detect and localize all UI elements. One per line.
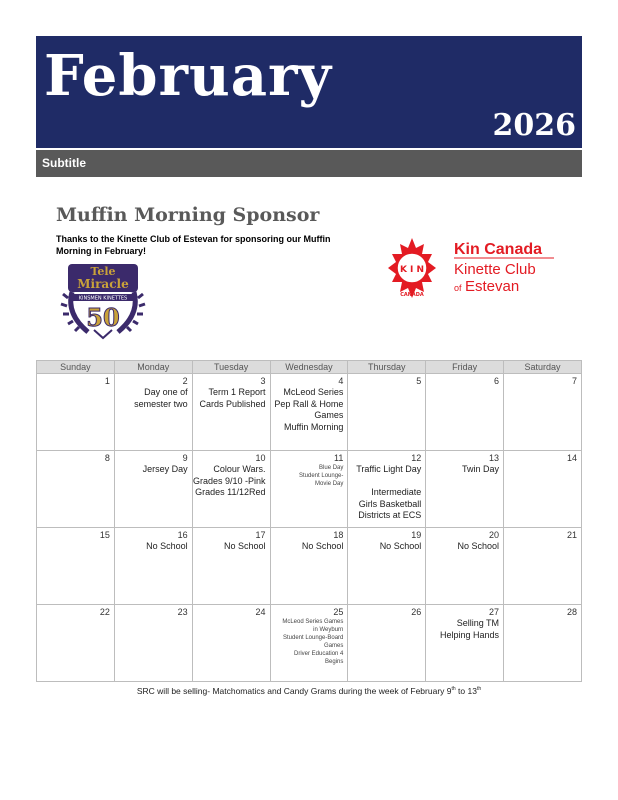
day-header-friday: Friday — [426, 361, 504, 374]
calendar-day-cell[interactable] — [270, 374, 348, 451]
calendar-day-cell[interactable] — [348, 528, 426, 605]
event-text: in Weyburn — [313, 627, 344, 633]
footer-sup2: th — [476, 686, 482, 693]
sponsor-text: Thanks to the Kinette Club of Estevan for sponsoring our Muffin Morning in February! — [56, 234, 331, 256]
telemiracle-line2: Miracle — [77, 277, 129, 291]
day-number: 10 — [255, 453, 266, 463]
event-text: Traffic Light Day — [356, 464, 422, 474]
day-number: 19 — [411, 530, 422, 540]
telemiracle-number: 50 — [86, 303, 120, 332]
year-label: 2026 — [492, 108, 576, 143]
calendar-day-cell[interactable] — [37, 451, 115, 528]
calendar-day-cell[interactable] — [504, 605, 582, 682]
event-text: Grades 11/12Red — [195, 487, 266, 497]
day-number: 11 — [334, 453, 344, 463]
event-text: McLeod Series — [283, 387, 344, 397]
event-text: Games — [314, 410, 344, 420]
footer-text-prefix: SRC will be selling- Matchomatics and Candy Grams during the week of February 9 — [136, 686, 452, 696]
day-number: 25 — [333, 607, 344, 617]
day-header-thursday: Thursday — [348, 361, 426, 374]
event-text: Driver Education 4 — [294, 651, 344, 657]
sponsor-title: Muffin Morning Sponsor — [56, 204, 320, 226]
event-text: Blue Day — [319, 465, 344, 471]
kin-emblem-letters: K I N — [399, 265, 425, 275]
day-number: 18 — [333, 530, 344, 540]
day-number: 9 — [182, 453, 188, 463]
event-text: Grades 9/10 -Pink — [192, 475, 266, 486]
calendar-day-cell[interactable] — [348, 374, 426, 451]
calendar-day-cell[interactable] — [504, 528, 582, 605]
event-text: Helping Hands — [440, 629, 500, 640]
calendar-day-cell[interactable] — [37, 528, 115, 605]
event-text: No School — [224, 541, 266, 551]
calendar-day-cell[interactable] — [270, 528, 348, 605]
kin-club-prefix: of — [454, 283, 462, 293]
kin-club-place: Estevan — [465, 278, 520, 295]
day-number: 5 — [416, 376, 422, 386]
event-text: Student Lounge- — [299, 473, 344, 479]
day-number: 7 — [571, 376, 577, 386]
calendar-day-cell[interactable] — [114, 605, 192, 682]
calendar-week-row — [37, 605, 582, 682]
calendar-day-cell[interactable] — [270, 451, 348, 528]
day-number: 8 — [104, 453, 110, 463]
subtitle-bar — [36, 150, 582, 177]
event-text: Begins — [325, 659, 344, 665]
telemiracle-line1: Tele — [90, 265, 116, 278]
kin-brand-text: Kin Canada — [454, 241, 543, 258]
event-text: No School — [146, 541, 188, 551]
event-text: Day one of — [144, 387, 188, 397]
calendar-day-cell[interactable] — [504, 374, 582, 451]
event-text: Jersey Day — [142, 464, 188, 474]
month-header — [36, 36, 582, 148]
calendar-grid — [36, 360, 582, 682]
day-number: 26 — [411, 607, 422, 617]
day-header-saturday: Saturday — [504, 361, 582, 374]
day-number: 1 — [104, 376, 110, 386]
event-text: Muffin Morning — [284, 421, 344, 432]
calendar-day-cell[interactable] — [426, 374, 504, 451]
telemiracle-ribbon: KINSMEN KINETTES — [78, 295, 128, 302]
calendar-day-cell[interactable] — [426, 528, 504, 605]
day-number: 16 — [177, 530, 188, 540]
calendar-week-row — [37, 451, 582, 528]
day-number: 2 — [182, 376, 188, 386]
footer-sup1: th — [451, 686, 456, 693]
calendar-day-cell[interactable] — [348, 605, 426, 682]
footer-note — [0, 686, 618, 696]
event-text: Selling TM — [456, 618, 500, 628]
event-text: No School — [457, 541, 500, 551]
subtitle-text[interactable]: Subtitle — [42, 156, 86, 170]
calendar-day-cell[interactable] — [192, 451, 270, 528]
calendar-week-row — [37, 528, 582, 605]
day-number: 28 — [566, 607, 577, 617]
calendar-day-cell[interactable] — [192, 605, 270, 682]
event-text: Colour Wars. — [213, 464, 266, 474]
day-number: 12 — [411, 453, 422, 463]
calendar-day-cell[interactable] — [270, 605, 348, 682]
kin-club-line1: Kinette Club — [454, 261, 536, 278]
day-header-wednesday: Wednesday — [270, 361, 348, 374]
day-header-sunday: Sunday — [37, 361, 115, 374]
event-text: No School — [301, 541, 344, 551]
event-text — [348, 476, 425, 488]
day-number: 14 — [566, 453, 577, 463]
calendar-day-cell[interactable] — [426, 451, 504, 528]
day-number: 24 — [255, 607, 266, 617]
calendar-week-row — [37, 374, 582, 451]
event-text: Term 1 Report — [208, 387, 266, 397]
event-text: McLeod Series Games — [282, 619, 344, 625]
day-header-tuesday: Tuesday — [192, 361, 270, 374]
calendar-day-cell[interactable] — [37, 374, 115, 451]
event-text: Girls Basketball — [358, 498, 422, 509]
event-text: Pep Rall & Home — [274, 398, 344, 409]
day-number: 3 — [260, 376, 266, 386]
day-number: 4 — [338, 376, 344, 386]
event-text: Districts at ECS — [358, 510, 422, 520]
calendar-day-cell[interactable] — [37, 605, 115, 682]
calendar-day-cell[interactable] — [504, 451, 582, 528]
event-text: semester two — [134, 398, 188, 409]
calendar-day-cell[interactable] — [114, 374, 192, 451]
event-text: Cards Published — [199, 398, 266, 409]
calendar-header-row — [37, 361, 582, 374]
calendar-day-cell[interactable] — [114, 528, 192, 605]
day-number: 17 — [255, 530, 266, 540]
calendar-day-cell[interactable] — [192, 374, 270, 451]
day-number: 6 — [494, 376, 500, 386]
day-header-monday: Monday — [114, 361, 192, 374]
day-number: 21 — [566, 530, 577, 540]
event-text: Twin Day — [462, 464, 500, 474]
kin-canada-logo — [388, 236, 558, 300]
event-text: Movie Day — [315, 481, 344, 487]
event-text: Intermediate — [371, 487, 422, 497]
day-number: 23 — [177, 607, 188, 617]
day-number: 20 — [489, 530, 500, 540]
event-text: Games — [324, 643, 344, 649]
event-text: Student Lounge-Board — [282, 635, 344, 641]
calendar-day-cell[interactable] — [114, 451, 192, 528]
maple-leaf-emblem-icon — [388, 238, 436, 298]
event-text: No School — [379, 541, 422, 551]
calendar-day-cell[interactable] — [348, 451, 426, 528]
day-number: 27 — [489, 607, 500, 617]
calendar-day-cell[interactable] — [192, 528, 270, 605]
month-title: February — [44, 43, 333, 109]
calendar-day-cell[interactable] — [426, 605, 504, 682]
day-number: 13 — [489, 453, 500, 463]
kin-emblem-text: CANADA — [400, 292, 424, 298]
footer-text-middle: to 13 — [455, 686, 477, 696]
day-number: 22 — [99, 607, 110, 617]
day-number: 15 — [99, 530, 110, 540]
telemiracle-logo — [58, 262, 148, 340]
